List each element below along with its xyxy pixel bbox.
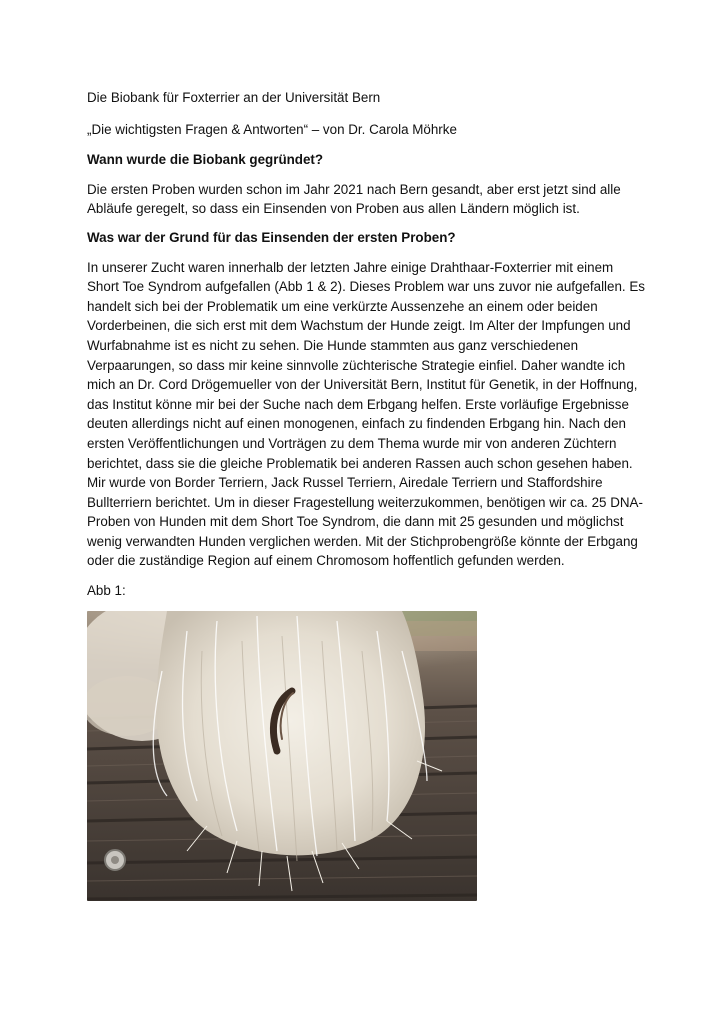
section-2-question: Was war der Grund für das Einsenden der ersten Proben? [87, 229, 456, 245]
section-1-answer: Die ersten Proben wurden schon im Jahr 2021 nach Bern gesandt, aber erst jetzt sind alle Abläufe geregelt, so dass ein Einsenden von Proben aus allen Ländern möglich ist. [87, 181, 621, 217]
document-title: Die Biobank für Foxterrier an der Universität Bern [87, 90, 381, 105]
dog-paw-photo [87, 611, 477, 901]
section-1-question: Wann wurde die Biobank gegründet? [87, 152, 324, 168]
figure-caption: Abb 1: [87, 583, 126, 599]
section-2-answer: In unserer Zucht waren innerhalb der letzten Jahre einige Drahthaar-Foxterrier mit einem Short Toe Syndrom aufgefallen (Abb 1 & 2). Dieses Problem war uns zuvor nie aufgefallen. Es handelt sich bei der Problematik um eine verkürzte Aussenzehe an einem oder beiden Vorderbeinen, die sich erst mit dem Wachstum der Hunde zeigt. Im Alter der Impfungen und Wurfabnahme ist es nicht zu sehen. Die Hunde stammten aus ganz verschiedenen Verpaarungen, so dass mir keine sinnvolle züchterische Strategie einfiel. Daher wandte ich mich an Dr. Cord Drögemueller von der Universität Bern, Institut für Genetik, in der Hoffnung, das Institut könne mir bei der Suche nach dem Erbgang helfen. Erste vorläufige Ergebnisse deuten allerdings nicht auf einen monogenen, einfach zu findenden Erbgang hin. Nach den ersten Veröffentlichungen und Vorträgen zu dem Thema wurde mir von anderen Züchtern berichtet, dass sie die gleiche Problematik bei anderen Rassen auch schon gesehen haben. Mir wurde von Border Terriern, Jack Russel Terriern, Airedale Terriern und Staffordshire Bullterriern berichtet. Um in dieser Fragestellung weiterzukommen, benötigen wir ca. 25 DNA-Proben von Hunden mit dem Short Toe Syndrom, die dann mit 25 gesunden und möglichst wenig verwandten Hunden verglichen werden. Mit der Stichprobengröße könnte der Erbgang oder die zuständige Region auf einem Chromosom hoffentlich gefunden werden. [87, 259, 645, 569]
document-subtitle: „Die wichtigsten Fragen & Antworten“ – von Dr. Carola Möhrke [87, 121, 457, 137]
document-page [87, 88, 647, 901]
